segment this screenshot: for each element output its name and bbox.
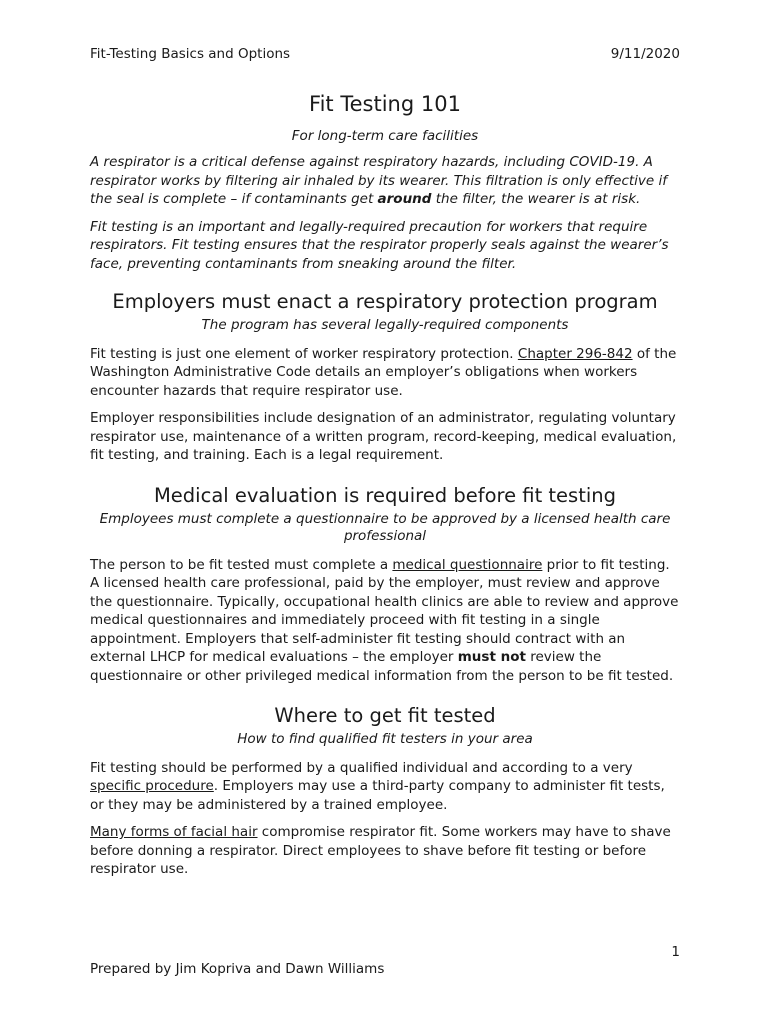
section-paragraph: Employer responsibilities include designation of an administrator, regulating voluntary respirator use, maintenance of a written program, record-keeping, medical evaluation, fit testing, and training. Each is a legal requirement. <box>90 410 677 463</box>
section-medical-evaluation <box>90 483 680 686</box>
header-date: 9/11/2020 <box>610 46 680 62</box>
section-where-to-test <box>90 703 680 879</box>
section-heading: Where to get fit tested <box>274 704 496 727</box>
page-footer: Prepared by Jim Kopriva and Dawn Williams <box>90 961 385 977</box>
section-paragraph: Many forms of facial hair compromise respirator fit. Some workers may have to shave before donning a respirator. Direct employees to shave before fit testing or before respirator use. <box>90 824 671 877</box>
medical-questionnaire-link[interactable]: medical questionnaire <box>392 556 543 573</box>
section-subheading: Employees must complete a questionnaire to be approved by a licensed health care professional <box>99 510 671 544</box>
main-content <box>90 92 680 888</box>
page-number: 1 <box>671 944 680 960</box>
emphasis-around: around <box>377 191 432 207</box>
section-paragraph: Fit testing should be performed by a qualified individual and according to a very specific procedure. Employers may use a third-party company to administer fit tests, or they may be administered by a trained employee. <box>90 759 665 813</box>
intro-paragraph-1: A respirator is a critical defense against respiratory hazards, including COVID-19. A respirator works by filtering air inhaled by its wearer. This filtration is only effective if the seal is complete – if contaminants get around the filter, the wearer is at risk. <box>90 154 668 207</box>
section-heading: Employers must enact a respiratory protection program <box>112 290 658 313</box>
section-paragraph: Fit testing is just one element of worker respiratory protection. Chapter 296-842 of the Washington Administrative Code details an employer’s obligations when workers encounter hazards that require respirator use. <box>90 345 677 399</box>
specific-procedure-link[interactable]: specific procedure <box>90 778 214 794</box>
document-title: Fit Testing 101 <box>309 92 461 116</box>
intro-paragraph-2: Fit testing is an important and legally-required precaution for workers that require respirators. Fit testing ensures that the respirator properly seals against the wearer’s face, preventing contaminants from sneaking around the filter. <box>90 218 669 272</box>
facial-hair-link[interactable]: Many forms of facial hair <box>90 824 258 840</box>
section-heading: Medical evaluation is required before fit testing <box>153 483 617 507</box>
page-header <box>90 46 680 66</box>
chapter-296-842-link[interactable]: Chapter 296-842 <box>517 345 633 362</box>
document-subtitle: For long-term care facilities <box>291 128 479 144</box>
section-program <box>90 289 680 465</box>
section-paragraph: The person to be fit tested must complete a medical questionnaire prior to fit testing. A licensed health care professional, paid by the employer, must review and approve the questionnaire. Typically, occupational health clinics are able to review and approve medical questionnaires and immediately proceed with fit testing in a single appointment. Employers that self-administer fit testing should contract with an external LHCP for medical evaluations – the employer must not review the questionnaire or other privileged medical information from the person to be fit tested. <box>90 556 679 684</box>
emphasis-must-not: must not <box>457 649 526 665</box>
section-subheading: How to find qualified fit testers in your area <box>237 731 533 747</box>
section-subheading: The program has several legally-required components <box>201 317 569 333</box>
header-title: Fit-Testing Basics and Options <box>90 46 291 62</box>
